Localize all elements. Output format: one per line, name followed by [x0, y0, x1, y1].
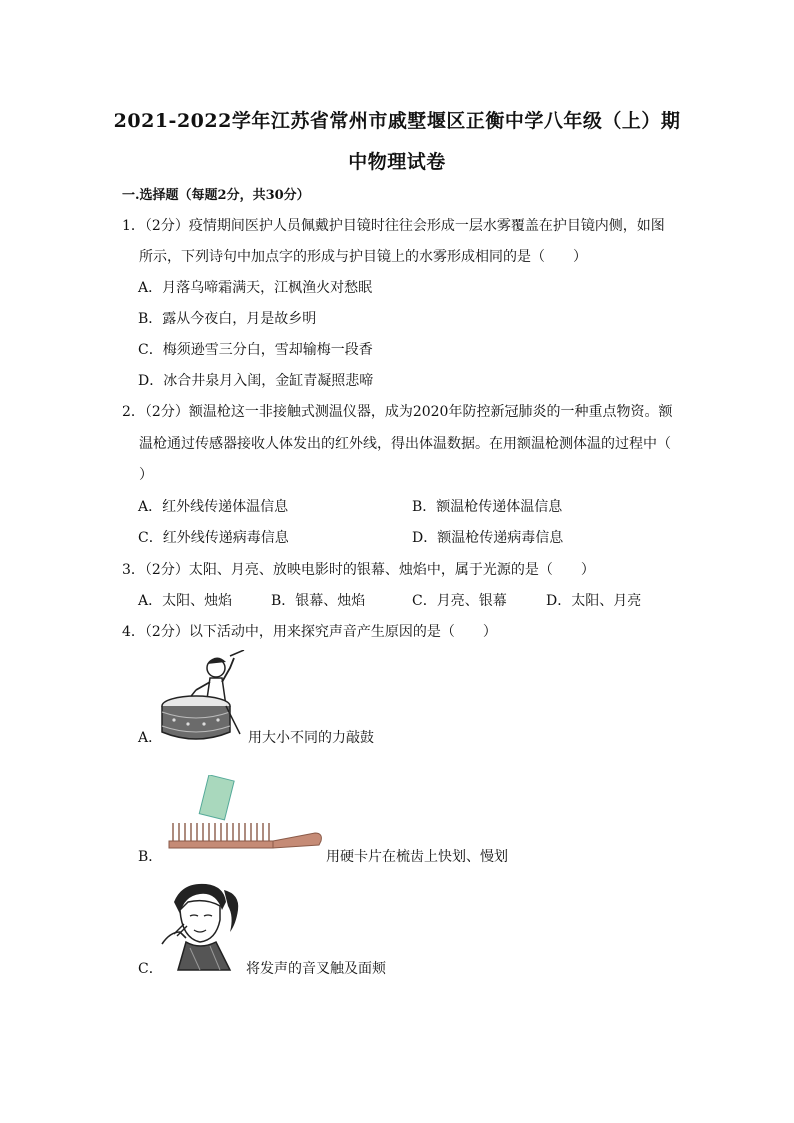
q4-option-c-letter: C．	[138, 961, 163, 977]
q1-option-c: C．梅须逊雪三分白，雪却输梅一段香	[138, 342, 373, 358]
q2-option-c: C．红外线传递病毒信息	[138, 530, 289, 546]
drum-figure-icon	[160, 650, 248, 744]
q1-stem-line-1: 1．（2分）疫情期间医护人员佩戴护目镜时往往会形成一层水雾覆盖在护目镜内侧，如图	[122, 218, 665, 234]
q1-option-a: A．月落乌啼霜满天，江枫渔火对愁眠	[138, 280, 373, 296]
q3-stem: 3．（2分）太阳、月亮、放映电影时的银幕、烛焰中，属于光源的是（ ）	[122, 562, 595, 578]
q2-stem-line-1: 2．（2分）额温枪这一非接触式测温仪器，成为2020年防控新冠肺炎的一种重点物资。额	[122, 404, 673, 420]
q4-stem: 4．（2分）以下活动中，用来探究声音产生原因的是（ ）	[122, 624, 497, 640]
section-heading: 一.选择题（每题2分，共30分）	[122, 188, 310, 203]
q2-option-d: D．额温枪传递病毒信息	[412, 530, 564, 546]
q4-option-b-text: 用硬卡片在梳齿上快划、慢划	[326, 849, 508, 865]
q2-option-a: A．红外线传递体温信息	[138, 499, 289, 515]
q1-stem-line-2: 所示，下列诗句中加点字的形成与护目镜上的水雾形成相同的是（ ）	[139, 249, 587, 265]
q3-option-a: A．太阳、烛焰	[138, 593, 233, 609]
comb-card-figure-icon	[165, 775, 325, 855]
q3-option-b: B．银幕、烛焰	[271, 593, 366, 609]
tuning-fork-face-figure-icon	[160, 880, 244, 972]
q1-option-b: B．露从今夜白，月是故乡明	[138, 311, 317, 327]
q2-stem-line-3: ）	[139, 467, 153, 483]
q4-option-c-text: 将发声的音叉触及面颊	[246, 961, 386, 977]
q4-option-b-letter: B．	[138, 849, 163, 865]
q3-option-d: D．太阳、月亮	[546, 593, 642, 609]
page-title-line-1: 2021-2022学年江苏省常州市戚墅堰区正衡中学八年级（上）期	[113, 110, 681, 132]
q2-option-b: B．额温枪传递体温信息	[412, 499, 563, 515]
q4-option-a-letter: A．	[138, 730, 163, 746]
page-title-line-2: 中物理试卷	[348, 151, 446, 173]
q4-option-a-text: 用大小不同的力敲鼓	[248, 730, 374, 746]
q2-stem-line-2: 温枪通过传感器接收人体发出的红外线，得出体温数据。在用额温枪测体温的过程中（	[139, 436, 671, 452]
q3-option-c: C．月亮、银幕	[412, 593, 507, 609]
q1-option-d: D．冰合井泉月入闺，金缸青凝照悲啼	[138, 373, 374, 389]
